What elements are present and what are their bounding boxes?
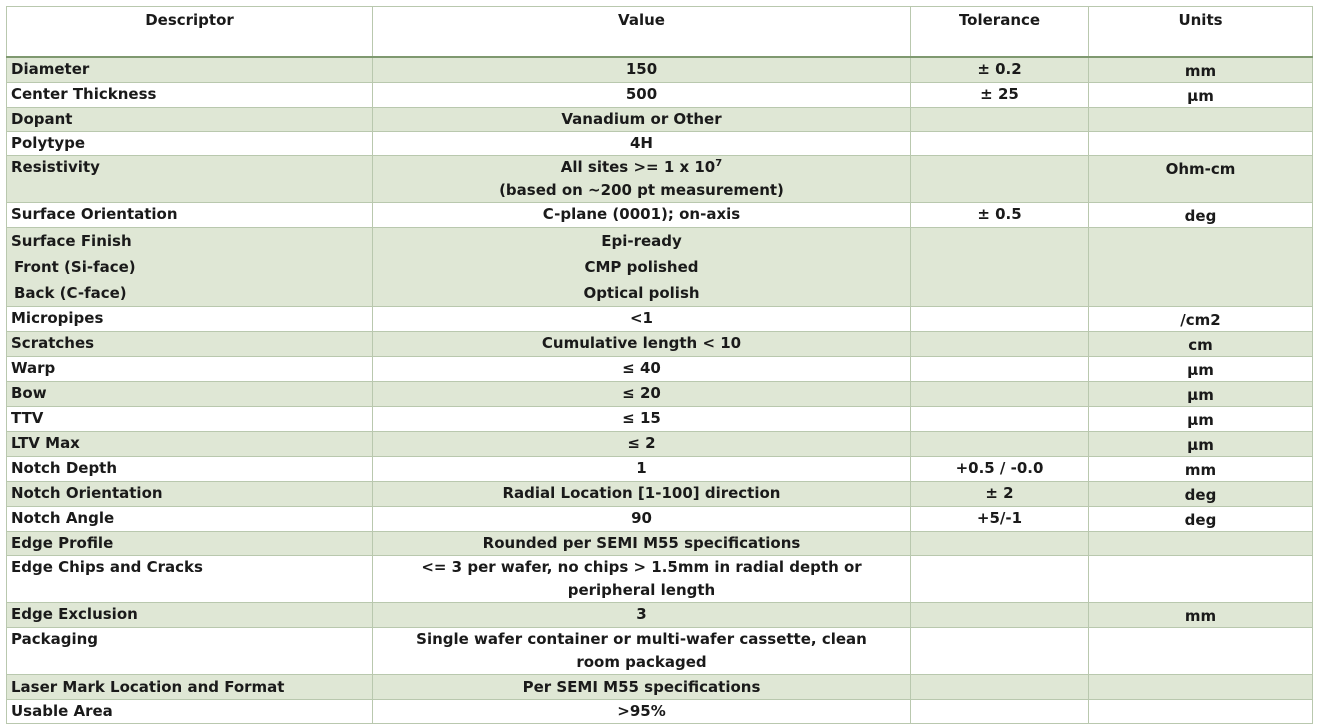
descriptor-text: Usable Area (11, 702, 113, 720)
value-text: 150 (625, 60, 658, 78)
table-row (7, 357, 1313, 382)
value-line (377, 532, 906, 555)
value-text: Per SEMI M55 specifications (522, 678, 761, 696)
units-cell (1089, 700, 1313, 724)
header-value: Value (373, 7, 911, 58)
value-cell (373, 603, 911, 628)
descriptor-text: Polytype (11, 134, 86, 152)
units-cell: µm (1089, 432, 1313, 457)
table-row (7, 228, 1313, 307)
tolerance-cell: ± 25 (911, 83, 1089, 108)
descriptor-cell (7, 357, 373, 382)
descriptor-cell (7, 382, 373, 407)
value-line (377, 307, 906, 330)
tolerance-cell (911, 332, 1089, 357)
tolerance-cell (911, 382, 1089, 407)
units-cell (1089, 228, 1313, 307)
value-text: C-plane (0001); on-axis (542, 205, 741, 223)
value-text: Epi-ready (601, 232, 682, 250)
value-cell (373, 457, 911, 482)
descriptor-cell (7, 700, 373, 724)
value-cell (373, 307, 911, 332)
value-cell (373, 332, 911, 357)
units-cell (1089, 675, 1313, 700)
table-row (7, 382, 1313, 407)
units-cell: µm (1089, 382, 1313, 407)
descriptor-text: LTV Max (11, 434, 80, 452)
value-line (377, 83, 906, 106)
tolerance-cell: ± 0.2 (911, 57, 1089, 83)
value-cell (373, 156, 911, 203)
value-text: <= 3 per wafer, no chips > 1.5mm in radial depth or (421, 558, 862, 576)
tolerance-cell (911, 700, 1089, 724)
value-cell (373, 628, 911, 675)
value-text: CMP polished (584, 258, 699, 276)
descriptor-text: Packaging (11, 630, 98, 648)
tolerance-cell (911, 228, 1089, 307)
value-cell (373, 382, 911, 407)
value-line (377, 156, 906, 179)
descriptor-text: Warp (11, 359, 56, 377)
tolerance-cell: ± 2 (911, 482, 1089, 507)
descriptor-text: TTV (11, 409, 44, 427)
value-cell (373, 132, 911, 156)
tolerance-cell (911, 675, 1089, 700)
units-cell (1089, 556, 1313, 603)
value-cell (373, 700, 911, 724)
value-line (377, 280, 906, 306)
tolerance-cell (911, 156, 1089, 203)
table-row (7, 603, 1313, 628)
value-line (377, 58, 906, 81)
table-row (7, 108, 1313, 132)
value-line (377, 332, 906, 355)
specification-table (6, 6, 1313, 724)
value-line (377, 382, 906, 405)
value-cell (373, 357, 911, 382)
value-cell (373, 432, 911, 457)
tolerance-cell (911, 628, 1089, 675)
value-text: 500 (625, 85, 658, 103)
descriptor-text: Edge Exclusion (11, 605, 138, 623)
value-cell (373, 532, 911, 556)
descriptor-text: Front (Si-face) (14, 258, 136, 276)
tolerance-cell (911, 532, 1089, 556)
units-cell (1089, 532, 1313, 556)
descriptor-text: Dopant (11, 110, 73, 128)
table-row (7, 457, 1313, 482)
table-row (7, 482, 1313, 507)
tolerance-cell: +0.5 / -0.0 (911, 457, 1089, 482)
value-line (377, 357, 906, 380)
units-cell (1089, 108, 1313, 132)
value-cell (373, 675, 911, 700)
descriptor-cell (7, 203, 373, 228)
descriptor-cell (7, 228, 373, 307)
table-row (7, 507, 1313, 532)
descriptor-cell (7, 603, 373, 628)
value-text: Radial Location [1-100] direction (502, 484, 781, 502)
tolerance-cell: +5/-1 (911, 507, 1089, 532)
value-text: Rounded per SEMI M55 specifications (482, 534, 801, 552)
value-cell (373, 203, 911, 228)
value-line (377, 457, 906, 480)
units-cell: Ohm-cm (1089, 156, 1313, 203)
value-line (377, 579, 906, 602)
descriptor-text: Edge Profile (11, 534, 114, 552)
header-units: Units (1089, 7, 1313, 58)
units-cell: mm (1089, 457, 1313, 482)
value-cell (373, 482, 911, 507)
value-line (377, 651, 906, 674)
descriptor-text: Bow (11, 384, 47, 402)
descriptor-cell (7, 482, 373, 507)
value-line (377, 179, 906, 202)
value-line (377, 675, 906, 699)
descriptor-text: Notch Orientation (11, 484, 163, 502)
value-line (377, 482, 906, 505)
units-cell: µm (1089, 83, 1313, 108)
units-cell: deg (1089, 507, 1313, 532)
tolerance-cell (911, 556, 1089, 603)
descriptor-cell (7, 432, 373, 457)
value-cell (373, 83, 911, 108)
units-cell: mm (1089, 603, 1313, 628)
descriptor-text: Scratches (11, 334, 95, 352)
value-line (377, 628, 906, 651)
value-text: Optical polish (583, 284, 700, 302)
descriptor-text: Edge Chips and Cracks (11, 558, 203, 576)
tolerance-cell (911, 108, 1089, 132)
table-row (7, 132, 1313, 156)
value-line (377, 700, 906, 723)
value-text: 90 (631, 509, 652, 527)
descriptor-text: Surface Finish (11, 232, 132, 250)
value-text: (based on ~200 pt measurement) (499, 181, 784, 199)
units-cell: µm (1089, 357, 1313, 382)
table-row (7, 432, 1313, 457)
descriptor-cell (7, 556, 373, 603)
header-descriptor: Descriptor (7, 7, 373, 58)
value-line (377, 228, 906, 254)
value-cell (373, 57, 911, 83)
value-text: room packaged (576, 653, 707, 671)
descriptor-cell (7, 132, 373, 156)
table-header (7, 7, 1313, 58)
descriptor-cell (7, 532, 373, 556)
table-row (7, 407, 1313, 432)
table-row (7, 556, 1313, 603)
tolerance-cell (911, 357, 1089, 382)
value-line (377, 507, 906, 530)
value-cell (373, 556, 911, 603)
value-text: 1 (636, 459, 647, 477)
value-text: Cumulative length < 10 (541, 334, 742, 352)
descriptor-text: Notch Angle (11, 509, 115, 527)
table-row (7, 83, 1313, 108)
table-row (7, 675, 1313, 700)
value-text: 4H (630, 134, 653, 152)
units-cell: deg (1089, 203, 1313, 228)
descriptor-cell (7, 332, 373, 357)
value-text: <1 (629, 309, 653, 327)
descriptor-text: Resistivity (11, 158, 100, 176)
descriptor-text: Diameter (11, 60, 90, 78)
value-text: ≤ 15 (622, 409, 661, 427)
units-cell (1089, 132, 1313, 156)
descriptor-cell (7, 675, 373, 700)
value-line (377, 407, 906, 430)
value-line (377, 108, 906, 131)
tolerance-cell (911, 407, 1089, 432)
descriptor-cell (7, 57, 373, 83)
descriptor-cell (7, 407, 373, 432)
table-row (7, 332, 1313, 357)
value-text: All sites >= 1 x 10 (560, 158, 716, 176)
units-cell: mm (1089, 57, 1313, 83)
value-text: peripheral length (567, 581, 716, 599)
units-cell (1089, 628, 1313, 675)
value-line (377, 254, 906, 280)
descriptor-text: Center Thickness (11, 85, 157, 103)
value-text: >95% (617, 702, 666, 720)
value-line (377, 132, 906, 155)
value-cell (373, 507, 911, 532)
units-cell: µm (1089, 407, 1313, 432)
descriptor-text: Surface Orientation (11, 205, 178, 223)
tolerance-cell (911, 603, 1089, 628)
header-row (7, 7, 1313, 58)
tolerance-cell (911, 432, 1089, 457)
value-cell (373, 108, 911, 132)
descriptor-cell (7, 507, 373, 532)
descriptor-cell (7, 628, 373, 675)
value-text: ≤ 2 (627, 434, 656, 452)
table-row (7, 628, 1313, 675)
descriptor-text: Notch Depth (11, 459, 118, 477)
header-tolerance: Tolerance (911, 7, 1089, 58)
value-text: Vanadium or Other (561, 110, 722, 128)
value-line (377, 432, 906, 455)
table-row (7, 700, 1313, 724)
descriptor-cell (7, 457, 373, 482)
descriptor-text: Back (C-face) (14, 284, 127, 302)
value-line (377, 603, 906, 626)
descriptor-cell (7, 108, 373, 132)
descriptor-cell (7, 83, 373, 108)
table-body (7, 57, 1313, 724)
units-cell: /cm2 (1089, 307, 1313, 332)
value-cell (373, 407, 911, 432)
units-cell: cm (1089, 332, 1313, 357)
table-row (7, 57, 1313, 83)
tolerance-cell (911, 307, 1089, 332)
value-text: Single wafer container or multi-wafer cassette, clean (416, 630, 867, 648)
value-line (377, 203, 906, 226)
value-line (377, 556, 906, 579)
value-text: ≤ 20 (622, 384, 661, 402)
units-cell: deg (1089, 482, 1313, 507)
value-text: ≤ 40 (622, 359, 661, 377)
descriptor-text: Laser Mark Location and Format (11, 678, 285, 696)
tolerance-cell: ± 0.5 (911, 203, 1089, 228)
value-cell (373, 228, 911, 307)
table-row (7, 156, 1313, 203)
descriptor-cell (7, 307, 373, 332)
tolerance-cell (911, 132, 1089, 156)
value-text: 3 (636, 605, 647, 623)
table-row (7, 532, 1313, 556)
descriptor-text: Micropipes (11, 309, 104, 327)
descriptor-cell (7, 156, 373, 203)
table-row (7, 307, 1313, 332)
value-superscript: 7 (715, 158, 723, 169)
table-row (7, 203, 1313, 228)
